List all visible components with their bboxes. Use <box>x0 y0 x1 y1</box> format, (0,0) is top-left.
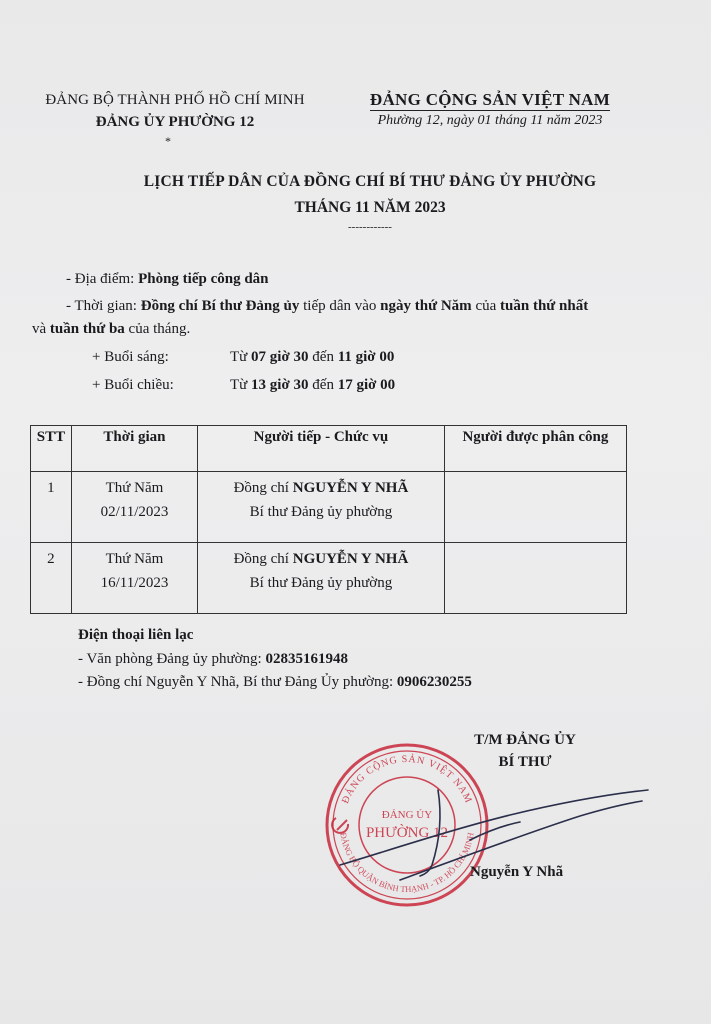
afternoon-to: 17 giờ 00 <box>337 377 396 393</box>
contact-office <box>78 651 348 668</box>
row-person-prefix: Đồng chí <box>233 480 293 496</box>
row-date: 16/11/2023 <box>100 575 169 591</box>
morning-mid: đến <box>308 349 338 365</box>
afternoon-label: + Buổi chiều: <box>92 377 174 393</box>
header-time: Thời gian <box>71 426 197 472</box>
contact-title: Điện thoại liên lạc <box>78 627 194 643</box>
morning-label: + Buổi sáng: <box>92 349 169 365</box>
header-star: * <box>165 134 171 148</box>
stamp-outer-text-bottom: ĐẢNG BỘ QUẬN BÌNH THẠNH - TP. HỒ CHÍ MINH <box>338 831 476 895</box>
row-person <box>198 476 444 500</box>
afternoon-pre: Từ <box>230 377 252 393</box>
signature-title: BÍ THƯ <box>498 754 552 770</box>
secretary-phone: 0906230255 <box>396 674 472 690</box>
row-day: Thứ Năm <box>105 551 164 567</box>
title-separator: ------------ <box>348 221 392 233</box>
table-header-row <box>31 426 627 472</box>
stamp-inner-line1: ĐẢNG ỦY <box>381 809 433 821</box>
table-row <box>31 472 627 543</box>
row-assigned <box>444 472 626 543</box>
row-time <box>71 472 197 543</box>
time-line-2 <box>32 321 190 338</box>
afternoon-from: 13 giờ 30 <box>251 377 309 393</box>
row-date: 02/11/2023 <box>100 504 169 520</box>
office-label: - Văn phòng Đảng ủy phường: <box>78 651 266 667</box>
time-text-2: của <box>471 298 501 314</box>
row-person-name: NGUYỄN Y NHÃ <box>292 551 409 567</box>
party-committee-ward: ĐẢNG ỦY PHƯỜNG 12 <box>95 114 255 130</box>
office-phone: 02835161948 <box>265 651 348 667</box>
row-position: Bí thư Đảng ủy phường <box>249 575 393 591</box>
table-row <box>31 543 627 614</box>
place-and-date: Phường 12, ngày 01 tháng 11 năm 2023 <box>377 113 603 128</box>
header-receiver: Người tiếp - Chức vụ <box>198 426 445 472</box>
time-line-1 <box>66 298 588 315</box>
row-position: Bí thư Đảng ủy phường <box>249 504 393 520</box>
party-name: ĐẢNG CỘNG SẢN VIỆT NAM <box>369 90 611 109</box>
header-underline <box>370 110 610 111</box>
afternoon-mid: đến <box>308 377 338 393</box>
time-label: - Thời gian: <box>66 298 141 314</box>
party-committee-city: ĐẢNG BỘ THÀNH PHỐ HỒ CHÍ MINH <box>45 92 305 108</box>
row-person-name: NGUYỄN Y NHÃ <box>292 480 409 496</box>
row-day: Thứ Năm <box>105 480 164 496</box>
morning-from: 07 giờ 30 <box>251 349 309 365</box>
row-time <box>71 543 197 614</box>
row-person <box>198 547 444 571</box>
header-stt: STT <box>31 426 72 472</box>
row-receiver <box>198 472 445 543</box>
schedule-table <box>30 425 627 614</box>
afternoon-hours <box>230 377 395 394</box>
row-person-prefix: Đồng chí <box>233 551 293 567</box>
location-label: - Địa điểm: <box>66 271 139 287</box>
morning-to: 11 giờ 00 <box>337 349 395 365</box>
row-assigned <box>444 543 626 614</box>
location-value: Phòng tiếp công dân <box>138 271 269 287</box>
morning-hours <box>230 349 394 366</box>
contact-secretary <box>78 674 472 691</box>
row-stt: 1 <box>31 472 72 543</box>
document-title: LỊCH TIẾP DÂN CỦA ĐỒNG CHÍ BÍ THƯ ĐẢNG ỦY PHƯỜNG <box>143 173 597 190</box>
time-bold-4: tuần thứ ba <box>49 321 125 337</box>
row-receiver <box>198 543 445 614</box>
time-bold-2: ngày thứ Năm <box>380 298 472 314</box>
time-text-1: tiếp dân vào <box>299 298 381 314</box>
morning-pre: Từ <box>230 349 252 365</box>
secretary-label: - Đồng chí Nguyễn Y Nhã, Bí thư Đảng Ủy phường: <box>78 674 397 690</box>
signer-name: Nguyễn Y Nhã <box>470 864 564 880</box>
time-bold-1: Đồng chí Bí thư Đảng ủy <box>140 298 300 314</box>
time-text-3: và <box>32 321 50 337</box>
stamp-inner-line2: PHƯỜNG 12 <box>365 825 449 841</box>
location-line <box>66 271 269 288</box>
signature-on-behalf: T/M ĐẢNG ỦY <box>474 732 576 748</box>
time-bold-3: tuần thứ nhất <box>500 298 589 314</box>
row-stt: 2 <box>31 543 72 614</box>
header-assigned: Người được phân công <box>444 426 626 472</box>
document-subtitle: THÁNG 11 NĂM 2023 <box>294 199 446 216</box>
stamp-outer-text: ĐẢNG CỘNG SẢN VIỆT NAM <box>340 753 474 806</box>
time-text-4: của tháng. <box>124 321 191 337</box>
